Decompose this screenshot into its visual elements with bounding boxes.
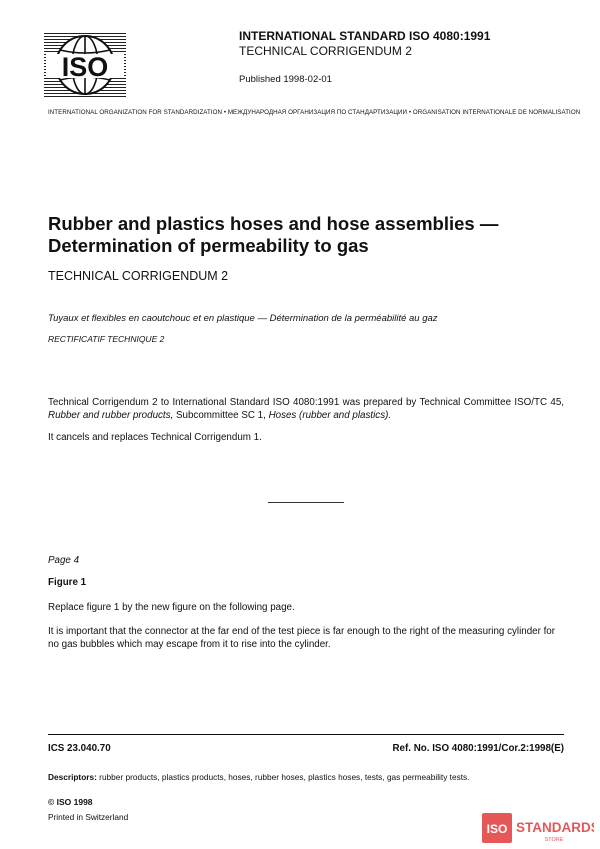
french-subtitle: RECTIFICATIF TECHNIQUE 2 (48, 334, 165, 344)
document-title (48, 213, 498, 257)
intro-text-c: Subcommittee SC 1, (173, 410, 269, 421)
descriptors (48, 772, 470, 782)
cancels-paragraph: It cancels and replaces Technical Corrigendum 1. (48, 432, 262, 443)
watermark-standards-text: STANDARDS (516, 820, 594, 835)
document-title-line1: Rubber and plastics hoses and hose assemblies — (48, 213, 499, 234)
organization-line: INTERNATIONAL ORGANIZATION FOR STANDARDIZATION • МЕЖДУНАРОДНАЯ ОРГАНИЗАЦИЯ ПО СТАНДАРТИЗАЦИИ • ORGANISATION INTERNATIONALE DE NORMALISATION (48, 109, 581, 116)
descriptors-label: Descriptors: (48, 772, 97, 782)
figure-reference: Figure 1 (48, 577, 87, 588)
french-title: Tuyaux et flexibles en caoutchouc et en plastique — Détermination de la perméabilité au gaz (48, 313, 438, 324)
standard-title: INTERNATIONAL STANDARD ISO 4080:1991 (239, 29, 491, 43)
intro-committee-name: Rubber and rubber products, (48, 410, 174, 421)
published-date: Published 1998-02-01 (239, 74, 332, 85)
instruction-paragraph: Replace figure 1 by the new figure on the following page. (48, 602, 295, 613)
page-reference: Page 4 (48, 555, 80, 566)
document-subtitle: TECHNICAL CORRIGENDUM 2 (48, 269, 229, 283)
intro-paragraph (48, 396, 564, 422)
document-title-line2: Determination of permeability to gas (48, 235, 369, 256)
iso-standards-store-watermark (482, 812, 594, 844)
corrigendum-label: TECHNICAL CORRIGENDUM 2 (239, 44, 412, 58)
descriptors-list: rubber products, plastics products, hoses, rubber hoses, plastics hoses, tests, gas permeability tests. (96, 772, 470, 782)
note-paragraph: It is important that the connector at the far end of the test piece is far enough to the right of the measuring cylinder for no gas bubbles which may escape from it to rise into the cylinder. (48, 626, 556, 650)
ics-code: ICS 23.040.70 (48, 743, 111, 754)
intro-text-a: Technical Corrigendum 2 to International Standard ISO 4080:1991 was prepared by Technical Committee ISO/TC 45, (48, 397, 564, 408)
section-divider (268, 502, 344, 503)
iso-logo (44, 32, 126, 98)
svg-text:ISO: ISO (61, 52, 109, 82)
intro-subcommittee-name: Hoses (rubber and plastics). (268, 410, 392, 421)
footer-rule (48, 734, 564, 735)
reference-number: Ref. No. ISO 4080:1991/Cor.2:1998(E) (392, 743, 564, 754)
watermark-store-text: STORE (544, 837, 564, 843)
printed-location: Printed in Switzerland (48, 812, 129, 822)
watermark-iso-text: ISO (486, 822, 508, 836)
copyright: © ISO 1998 (48, 797, 93, 807)
